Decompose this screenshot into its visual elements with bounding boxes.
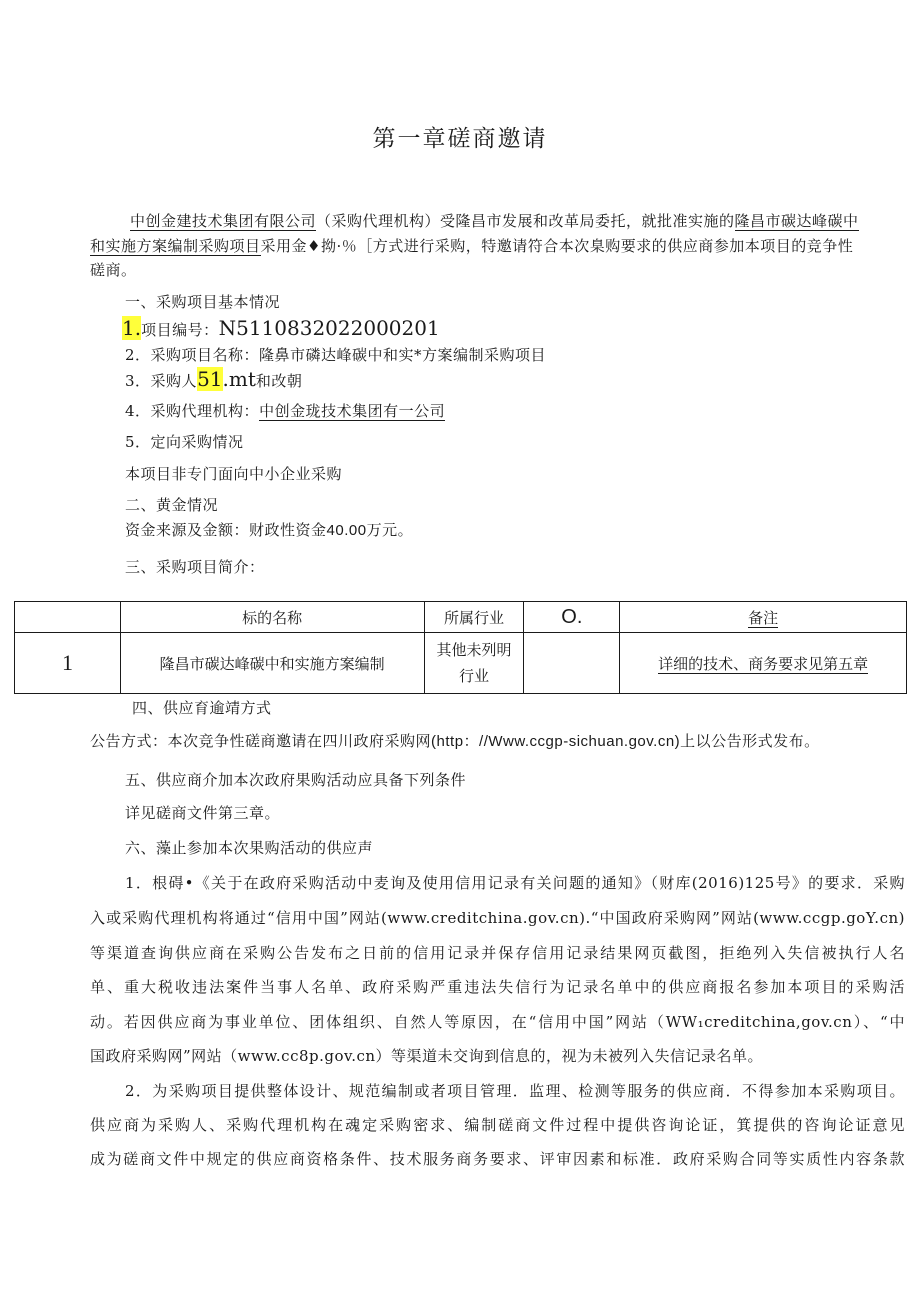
section-4-heading: 四、供应育逾靖方式 (132, 699, 272, 717)
intro-line-1 (130, 211, 859, 231)
agency-name: 中创金建技术集团有限公司 (130, 212, 317, 230)
project-name-part1: 隆昌市碳达峰碳中 (734, 212, 859, 230)
section-3-heading: 三、采购项目简介： (125, 558, 265, 576)
item-3-highlight: 51 (197, 367, 223, 391)
table-row (15, 633, 907, 694)
row-note-text: 详细的技术、商务要求见第五章 (658, 654, 869, 673)
announcement-url: (http：//Www.ccgp-sichuan.gov.cn) (431, 733, 681, 750)
item-5-text: ．定向采购情况 (135, 433, 244, 451)
item-2-number: 2 (125, 346, 136, 364)
row-blank (524, 633, 620, 694)
agency-name-2: 中创金珑技术集团有一公司 (259, 402, 446, 420)
item-5 (125, 432, 244, 452)
item-4-number: 4 (125, 402, 136, 420)
item-1-number: 1. (122, 316, 142, 340)
row-industry-line1: 其他未列明 (436, 641, 512, 659)
item-1-label: 项目编号： (141, 321, 219, 339)
intro-line-3: 磋商。 (90, 261, 137, 279)
item-5-number: 5 (125, 433, 136, 451)
section-6-heading: 六、藻止参加本次果购活动的供应声 (125, 839, 374, 857)
item-3-post: .mt (222, 367, 256, 391)
item-3-number: 3 (125, 372, 136, 390)
row-industry-line2: 行业 (458, 667, 489, 685)
project-name-part2: 和实施方案编制采购项目 (90, 237, 261, 255)
header-note-text: 备注 (748, 608, 779, 627)
project-table (14, 601, 907, 694)
intro-text-2: 采用金♦拗·％［方式进行采购，特邀请符合本次臬购要求的供应商参加本项目的竞争性 (260, 237, 854, 255)
para-2-line-3: 成为磋商文件中规定的供应商资格条件、技术服务商务要求、评审因素和标准．政府采购合同等实质性内容条款 (90, 1150, 905, 1168)
funding-pre: 资金来源及金额：财政性资金 (125, 521, 327, 539)
table-header-row (15, 602, 907, 633)
section-5-heading: 五、供应商介加本次政府果购活动应具备下列条件 (125, 771, 467, 789)
intro-text-1: （采购代理机构）受隆昌市发展和改革局委托，就批准实施的 (316, 212, 735, 230)
row-note (620, 633, 907, 694)
intro-line-2 (90, 236, 853, 256)
section-2-heading: 二、黄金情况 (125, 496, 219, 514)
para-2-line-1: 2．为采购项目提供整体设计、规范编制或者项目管理．监理、检测等服务的供应商．不得参加本采购项目。 (125, 1082, 905, 1100)
funding-post: 万元。 (366, 521, 414, 539)
item-3-pre: ．采购人 (135, 372, 198, 390)
announcement-pre: 公告方式：本次竞争性磋商邀请在四川政府采购网 (90, 732, 432, 750)
funding-line (125, 520, 413, 541)
header-no (15, 602, 121, 633)
para-1-line-6: 国政府采购网”网站（www.cc8p.gov.cn）等渠道未交询到信息的，视为未被列入失信记录名单。 (90, 1047, 764, 1065)
chapter-title: 第一章磋商邀请 (372, 126, 548, 152)
para-1-line-5: 动。若因供应商为事业单位、团体组织、自然人等原因，在“信用中国”网站（WW₁creditchina,gov.cn）、“中 (90, 1013, 905, 1031)
row-name: 隆昌市碳达峰碳中和实施方案编制 (120, 633, 424, 694)
item-1 (122, 316, 440, 342)
section-5-text: 详见磋商文件第三章。 (125, 804, 281, 822)
para-1-line-2: 入或采购代理机构将通过“信用中国”网站(www.creditchina.gov.cn).“中国政府采购网”网站(www.ccgp.goY.cn) (90, 909, 905, 927)
header-o-text: O. (561, 605, 583, 628)
item-2 (125, 345, 546, 365)
funding-amount: 40.00 (326, 522, 367, 539)
para-1-line-1: 1．根碍•《关于在政府采购活动中麦询及使用信用记录有关问题的通知》（财库(2016)125号》的要求．采购 (125, 874, 905, 892)
item-3 (125, 366, 302, 394)
header-note (620, 602, 907, 633)
para-1-line-3: 等渠道查询供应商在采购公告发布之日前的信用记录并保存信用记录结果网页截图，拒绝列入失信被执行人名 (90, 944, 905, 962)
announcement-post: 上以公告形式发布。 (680, 732, 820, 750)
para-2-line-2: 供应商为采购人、采购代理机构在魂定采购密求、编制磋商文件过程中提供咨询论证，箕提供的咨询论证意见 (90, 1116, 905, 1134)
announcement-line (90, 731, 820, 752)
row-industry (424, 633, 524, 694)
section-1-heading: 一、采购项目基本情况 (125, 293, 281, 311)
item-5-note: 本项目非专门面向中小企业采购 (125, 465, 343, 483)
header-name: 标的名称 (120, 602, 424, 633)
item-2-text: ．采购项目名称：隆鼻市磷达峰碳中和实*方案编制采购项目 (135, 346, 547, 364)
item-4-pre: ．采购代理机构： (135, 402, 260, 420)
project-number: N5110832022000201 (218, 316, 440, 340)
header-o (524, 602, 620, 633)
header-industry: 所属行业 (424, 602, 524, 633)
item-4 (125, 401, 445, 421)
item-3-tail: 和改朝 (255, 372, 303, 390)
row-no: 1 (15, 633, 121, 694)
para-1-line-4: 单、重大税收违法案件当事人名单、政府采购严重违法失信行为记录名单中的供应商报名参加本项目的采购活 (90, 978, 905, 996)
